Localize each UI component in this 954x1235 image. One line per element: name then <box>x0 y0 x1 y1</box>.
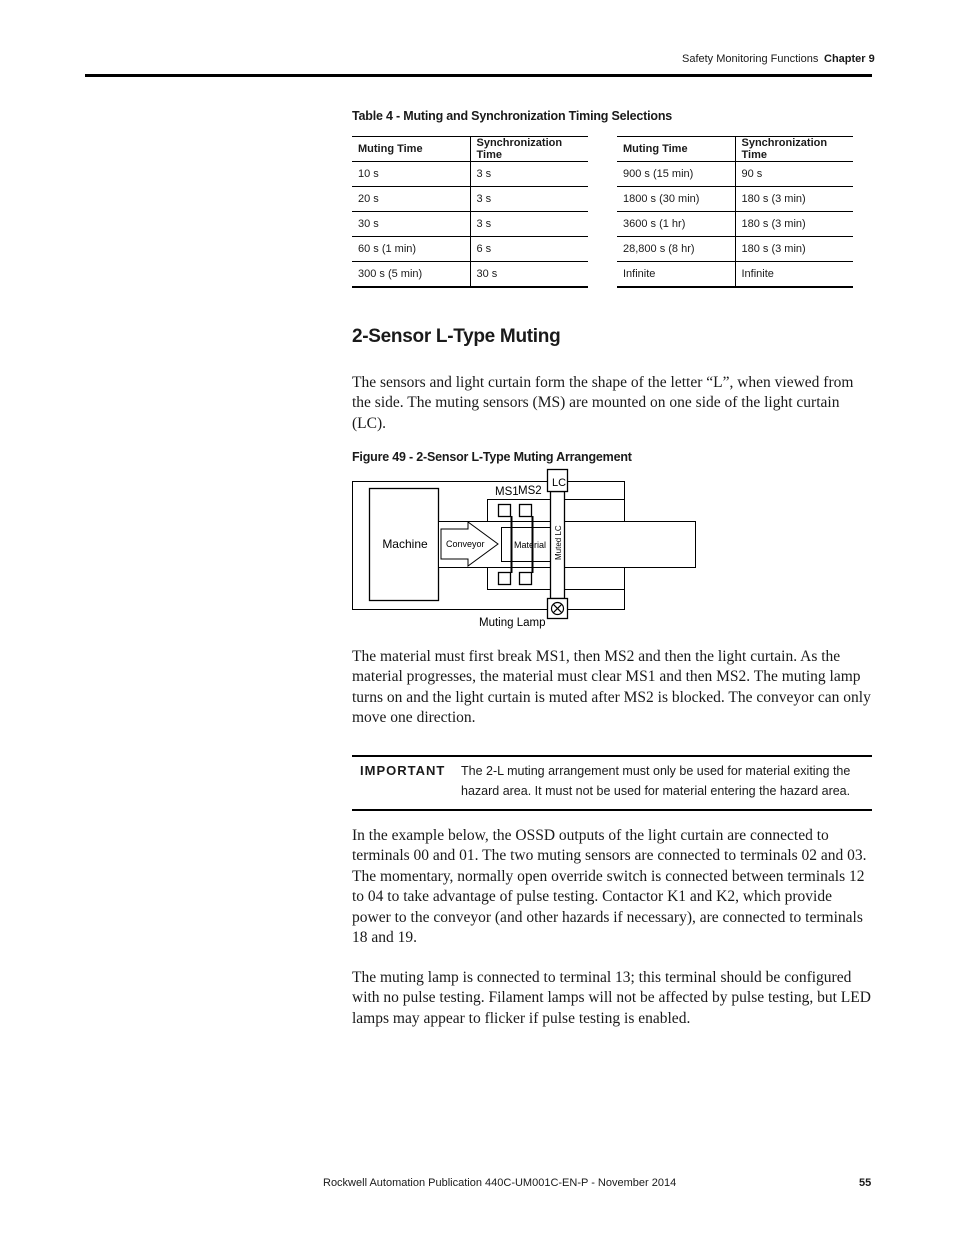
table-cell: 30 s <box>352 212 470 237</box>
table-cell: 300 s (5 min) <box>352 262 470 288</box>
table-cell: Infinite <box>735 262 853 288</box>
ms1-receiver <box>499 573 511 585</box>
table-row <box>617 162 853 187</box>
muting-lamp-label: Muting Lamp <box>479 617 546 629</box>
table-row <box>617 187 853 212</box>
table-cell: 28,800 s (8 hr) <box>617 237 735 262</box>
table-cell: 180 s (3 min) <box>735 237 853 262</box>
table-row <box>352 237 588 262</box>
table-cell: 1800 s (30 min) <box>617 187 735 212</box>
paragraph-wiring: In the example below, the OSSD outputs of the light curtain are connected to terminals 00 and 01. The two muting sensors are connected to terminals 02 and 03. The momentary, normally open override switch is connected between terminals 12 to 04 to take advantage of pulse testing. Contactor K1 and K2, which provide power to the conveyor (and other hazards if necessary), are connected to terminals 18 and 19. <box>352 827 867 947</box>
ms1-emitter <box>499 505 511 517</box>
column-header: Synchronization Time <box>470 137 588 162</box>
muting-lamp-icon <box>552 603 564 615</box>
table-cell: Infinite <box>617 262 735 288</box>
table-row <box>617 262 853 288</box>
table-cell: 900 s (15 min) <box>617 162 735 187</box>
figure-caption: Figure 49 - 2-Sensor L-Type Muting Arrangement <box>352 450 632 464</box>
column-header: Synchronization Time <box>735 137 853 162</box>
table-caption: Table 4 - Muting and Synchronization Timing Selections <box>352 109 673 123</box>
column-header: Muting Time <box>352 137 470 162</box>
table-cell: 3 s <box>470 162 588 187</box>
table-cell: 90 s <box>735 162 853 187</box>
paragraph-muting-lamp: The muting lamp is connected to terminal 13; this terminal should be configured with no pulse testing. Filament lamps will not be affected by pulse testing, but LED lamps may appear to flicker if pulse testing is enabled. <box>352 969 871 1027</box>
paragraph-sequence: The material must first break MS1, then MS2 and then the light curtain. As the material progresses, the material must clear MS1 and then MS2. The muting lamp turns on and the light curtain is muted after MS2 is blocked. The conveyor can only move one direction. <box>352 648 871 727</box>
muting-arrangement-diagram <box>340 464 710 634</box>
table-cell: 10 s <box>352 162 470 187</box>
material-label: Material <box>514 540 547 550</box>
machine-label: Machine <box>382 537 428 551</box>
important-label: IMPORTANT <box>360 763 446 778</box>
table-row <box>352 262 588 288</box>
table-cell: 30 s <box>470 262 588 288</box>
table-row <box>352 187 588 212</box>
table-cell: 180 s (3 min) <box>735 187 853 212</box>
table-cell: 3 s <box>470 187 588 212</box>
footer-publication: Rockwell Automation Publication 440C-UM001C-EN-P - November 2014 <box>323 1177 677 1189</box>
table-header-row <box>617 137 853 162</box>
running-header-chapter: Chapter 9 <box>824 53 875 65</box>
header-rule <box>85 74 872 77</box>
table-header-row <box>352 137 588 162</box>
table-row <box>617 237 853 262</box>
table-cell: 180 s (3 min) <box>735 212 853 237</box>
section-heading: 2-Sensor L-Type Muting <box>352 326 561 347</box>
ms2-label: MS2 <box>518 485 542 497</box>
paragraph-intro: The sensors and light curtain form the shape of the letter “L”, when viewed from the side. The muting sensors (MS) are mounted on one side of the light curtain (LC). <box>352 374 854 432</box>
table-cell: 3600 s (1 hr) <box>617 212 735 237</box>
timing-table-left <box>352 136 588 288</box>
table-cell: 3 s <box>470 212 588 237</box>
important-text: The 2-L muting arrangement must only be used for material exiting the hazard area. It must not be used for material entering the hazard area. <box>461 764 851 798</box>
table-row <box>352 162 588 187</box>
table-cell: 60 s (1 min) <box>352 237 470 262</box>
running-header-title: Safety Monitoring Functions <box>682 53 819 65</box>
timing-table-right <box>617 136 853 288</box>
conveyor-label: Conveyor <box>446 539 485 549</box>
ms1-label: MS1 <box>495 486 519 498</box>
page-number: 55 <box>859 1177 872 1189</box>
ms2-emitter <box>520 505 532 517</box>
ms2-receiver <box>520 573 532 585</box>
table-cell: 6 s <box>470 237 588 262</box>
lc-label: LC <box>552 477 567 489</box>
table-row <box>617 212 853 237</box>
muted-lc-label: Muted LC <box>554 525 563 560</box>
column-header: Muting Time <box>617 137 735 162</box>
table-row <box>352 212 588 237</box>
table-cell: 20 s <box>352 187 470 212</box>
